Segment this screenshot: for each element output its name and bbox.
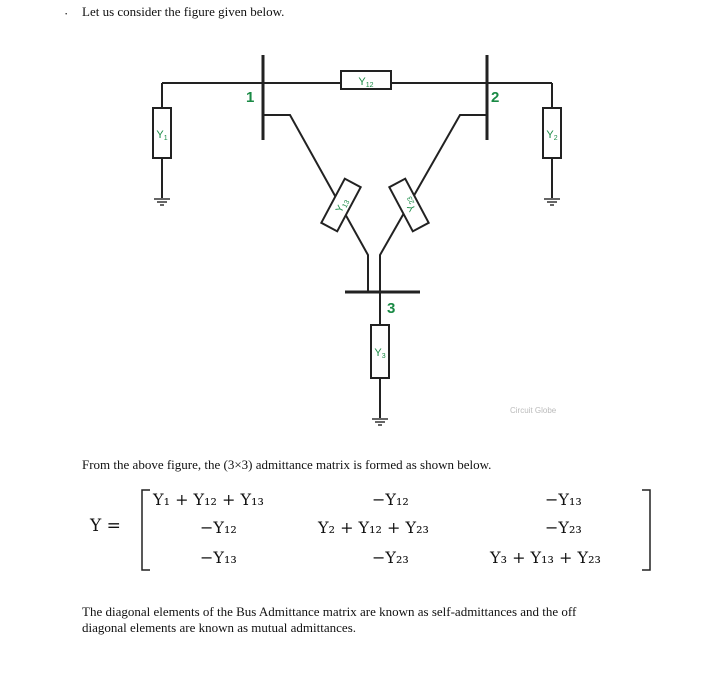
y23-label: $Y_{23}$ [405,194,419,214]
y13-box [321,179,360,232]
conclusion-line-1: The diagonal elements of the Bus Admittance matrix are known as self-admittances and the off [82,604,577,619]
ground-icon [154,199,170,205]
matrix-cell-3-3: Y₃ + Y₁₃ + Y₂₃ [490,548,601,567]
left-bracket [138,488,152,572]
matrix-lhs: Y = [90,516,121,536]
matrix-cell-2-3: −Y₂₃ [545,518,582,537]
bus-1-number: 1 [246,89,255,106]
y23-box [389,179,428,232]
ground-icon [544,199,560,205]
y13-label: $Y_{13}$ [334,199,352,215]
bus-3-number: 3 [387,300,396,317]
intro-text: Let us consider the figure given below. [82,4,285,19]
bus-2-number: 2 [491,89,500,106]
y2-label: Y2 [546,129,558,142]
y12-label: Y12 [358,76,374,89]
watermark: Circuit Globe [510,406,557,415]
matrix-cell-3-1: −Y₁₃ [200,548,237,567]
matrix-cell-1-1: Y₁ + Y₁₂ + Y₁₃ [153,490,264,509]
conclusion-line-2: diagonal elements are known as mutual admittances. [82,620,356,635]
right-bracket [640,488,654,572]
y1-label: Y1 [156,129,168,142]
matrix-cell-2-2: Y₂ + Y₁₂ + Y₂₃ [318,518,429,537]
conclusion-paragraph [82,604,576,636]
matrix-cell-2-1: −Y₁₂ [200,518,237,537]
matrix-cell-1-3: −Y₁₃ [545,490,582,509]
y3-label: Y3 [374,347,386,360]
bullet-mark: · [64,6,69,21]
intro-paragraph: From the above figure, the (3×3) admittance matrix is formed as shown below. [82,457,492,472]
branch-2-3-wire [380,115,487,292]
matrix-cell-3-2: −Y₂₃ [372,548,409,567]
ground-icon [372,419,388,425]
matrix-cell-1-2: −Y₁₂ [372,490,409,509]
